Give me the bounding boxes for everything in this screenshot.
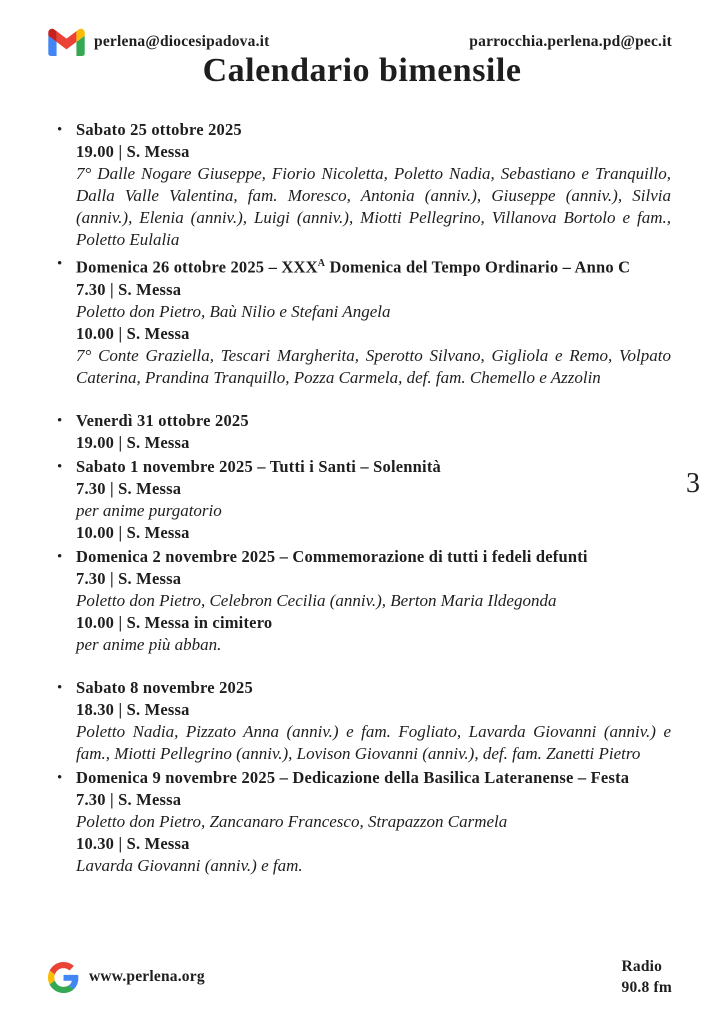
email-address-right: parrocchia.perlena.pd@pec.it — [469, 33, 672, 50]
event-item — [55, 546, 671, 656]
event-item — [55, 767, 671, 877]
mass-intentions-text: per anime più abban. — [76, 634, 222, 654]
mass-intentions-text: Poletto don Pietro, Celebron Cecilia (anniv.), Berton Maria Ildegonda — [76, 590, 557, 610]
bullet-icon: • — [57, 548, 63, 565]
radio-info — [622, 956, 672, 998]
event-date-heading: Domenica 9 novembre 2025 – Dedicazione della Basilica Lateranense – Festa — [76, 767, 630, 787]
mass-intentions-text: Lavarda Giovanni (anniv.) e fam. — [76, 855, 303, 875]
mass-intentions-text: Poletto don Pietro, Zancanaro Francesco, Strapazzon Carmela — [76, 811, 508, 831]
mass-time-line: 7.30 | S. Messa — [76, 568, 182, 588]
page-number: 3 — [686, 468, 700, 499]
event-item — [55, 677, 671, 765]
google-icon — [48, 962, 79, 993]
mass-time-line: 10.30 | S. Messa — [76, 833, 190, 853]
event-date-heading: Venerdì 31 ottobre 2025 — [76, 410, 249, 430]
bullet-icon: • — [57, 122, 63, 138]
mass-time-line: 7.30 | S. Messa — [76, 478, 182, 498]
mass-time-line: 7.30 | S. Messa — [76, 279, 182, 299]
heading-superscript: A — [317, 258, 326, 269]
event-date-heading: Sabato 1 novembre 2025 – Tutti i Santi – Solennità — [76, 456, 441, 476]
mass-intentions-text: 7° Dalle Nogare Giuseppe, Fiorio Nicoletta, Poletto Nadia, Sebastiano e Tranquillo, Dalla Valle Valentina, fam. Moresco, Antonia (anniv.), Giuseppe (anniv.), Silvia (anniv.), Elenia (anniv.), Luigi (anniv.), Miotti Pellegrino, Villanova Bortolo e fam., Poletto Eulalia — [76, 164, 671, 249]
mass-intentions-text: Poletto Nadia, Pizzato Anna (anniv.) e fam. Fogliato, Lavarda Giovanni (anniv.) e fam., Miotti Pellegrino (anniv.), Lovison Giovanni (anniv.), def. fam. Zanetti Pietro — [76, 721, 671, 763]
mass-time-line: 19.00 | S. Messa — [76, 142, 190, 161]
mass-intentions-text: Poletto don Pietro, Baù Nilio e Stefani Angela — [76, 301, 391, 321]
website-url: www.perlena.org — [89, 968, 205, 985]
events-list — [55, 119, 671, 879]
mass-intentions-text: per anime purgatorio — [76, 500, 222, 520]
event-item — [55, 410, 671, 454]
mass-time-line: 18.30 | S. Messa — [76, 699, 190, 719]
mass-time-line: 10.00 | S. Messa — [76, 323, 190, 343]
email-address-left: perlena@diocesipadova.it — [94, 33, 270, 50]
heading-text: Domenica del Tempo Ordinario – Anno C — [325, 257, 631, 277]
event-date-heading: Sabato 25 ottobre 2025 — [76, 120, 242, 139]
event-item — [55, 253, 671, 389]
heading-text: Domenica 26 ottobre 2025 – XXX — [76, 257, 318, 277]
footer-bar — [48, 956, 672, 998]
bullet-icon: • — [57, 256, 63, 272]
event-date-heading: Sabato 8 novembre 2025 — [76, 677, 253, 697]
bullet-icon: • — [57, 412, 63, 429]
event-item — [55, 119, 671, 251]
page-title: Calendario bimensile — [202, 52, 522, 89]
bullet-icon: • — [57, 679, 63, 696]
mass-time-line: 19.00 | S. Messa — [76, 432, 190, 452]
mass-intentions-text: 7° Conte Graziella, Tescari Margherita, Sperotto Silvano, Gigliola e Remo, Volpato Caterina, Prandina Tranquillo, Pozza Carmela, def. fam. Chemello e Azzolin — [76, 345, 671, 387]
event-date-heading — [76, 253, 671, 279]
mass-time-line: 7.30 | S. Messa — [76, 789, 182, 809]
footer-left — [48, 962, 205, 993]
radio-label: Radio — [621, 958, 663, 975]
bullet-icon: • — [57, 769, 63, 786]
event-item — [55, 456, 671, 544]
event-date-heading: Domenica 2 novembre 2025 – Commemorazione di tutti i fedeli defunti — [76, 546, 588, 566]
bullet-icon: • — [57, 458, 63, 475]
mass-time-line: 10.00 | S. Messa — [76, 522, 190, 542]
mass-time-line: 10.00 | S. Messa in cimitero — [76, 612, 273, 632]
radio-frequency: 90.8 fm — [621, 979, 672, 996]
